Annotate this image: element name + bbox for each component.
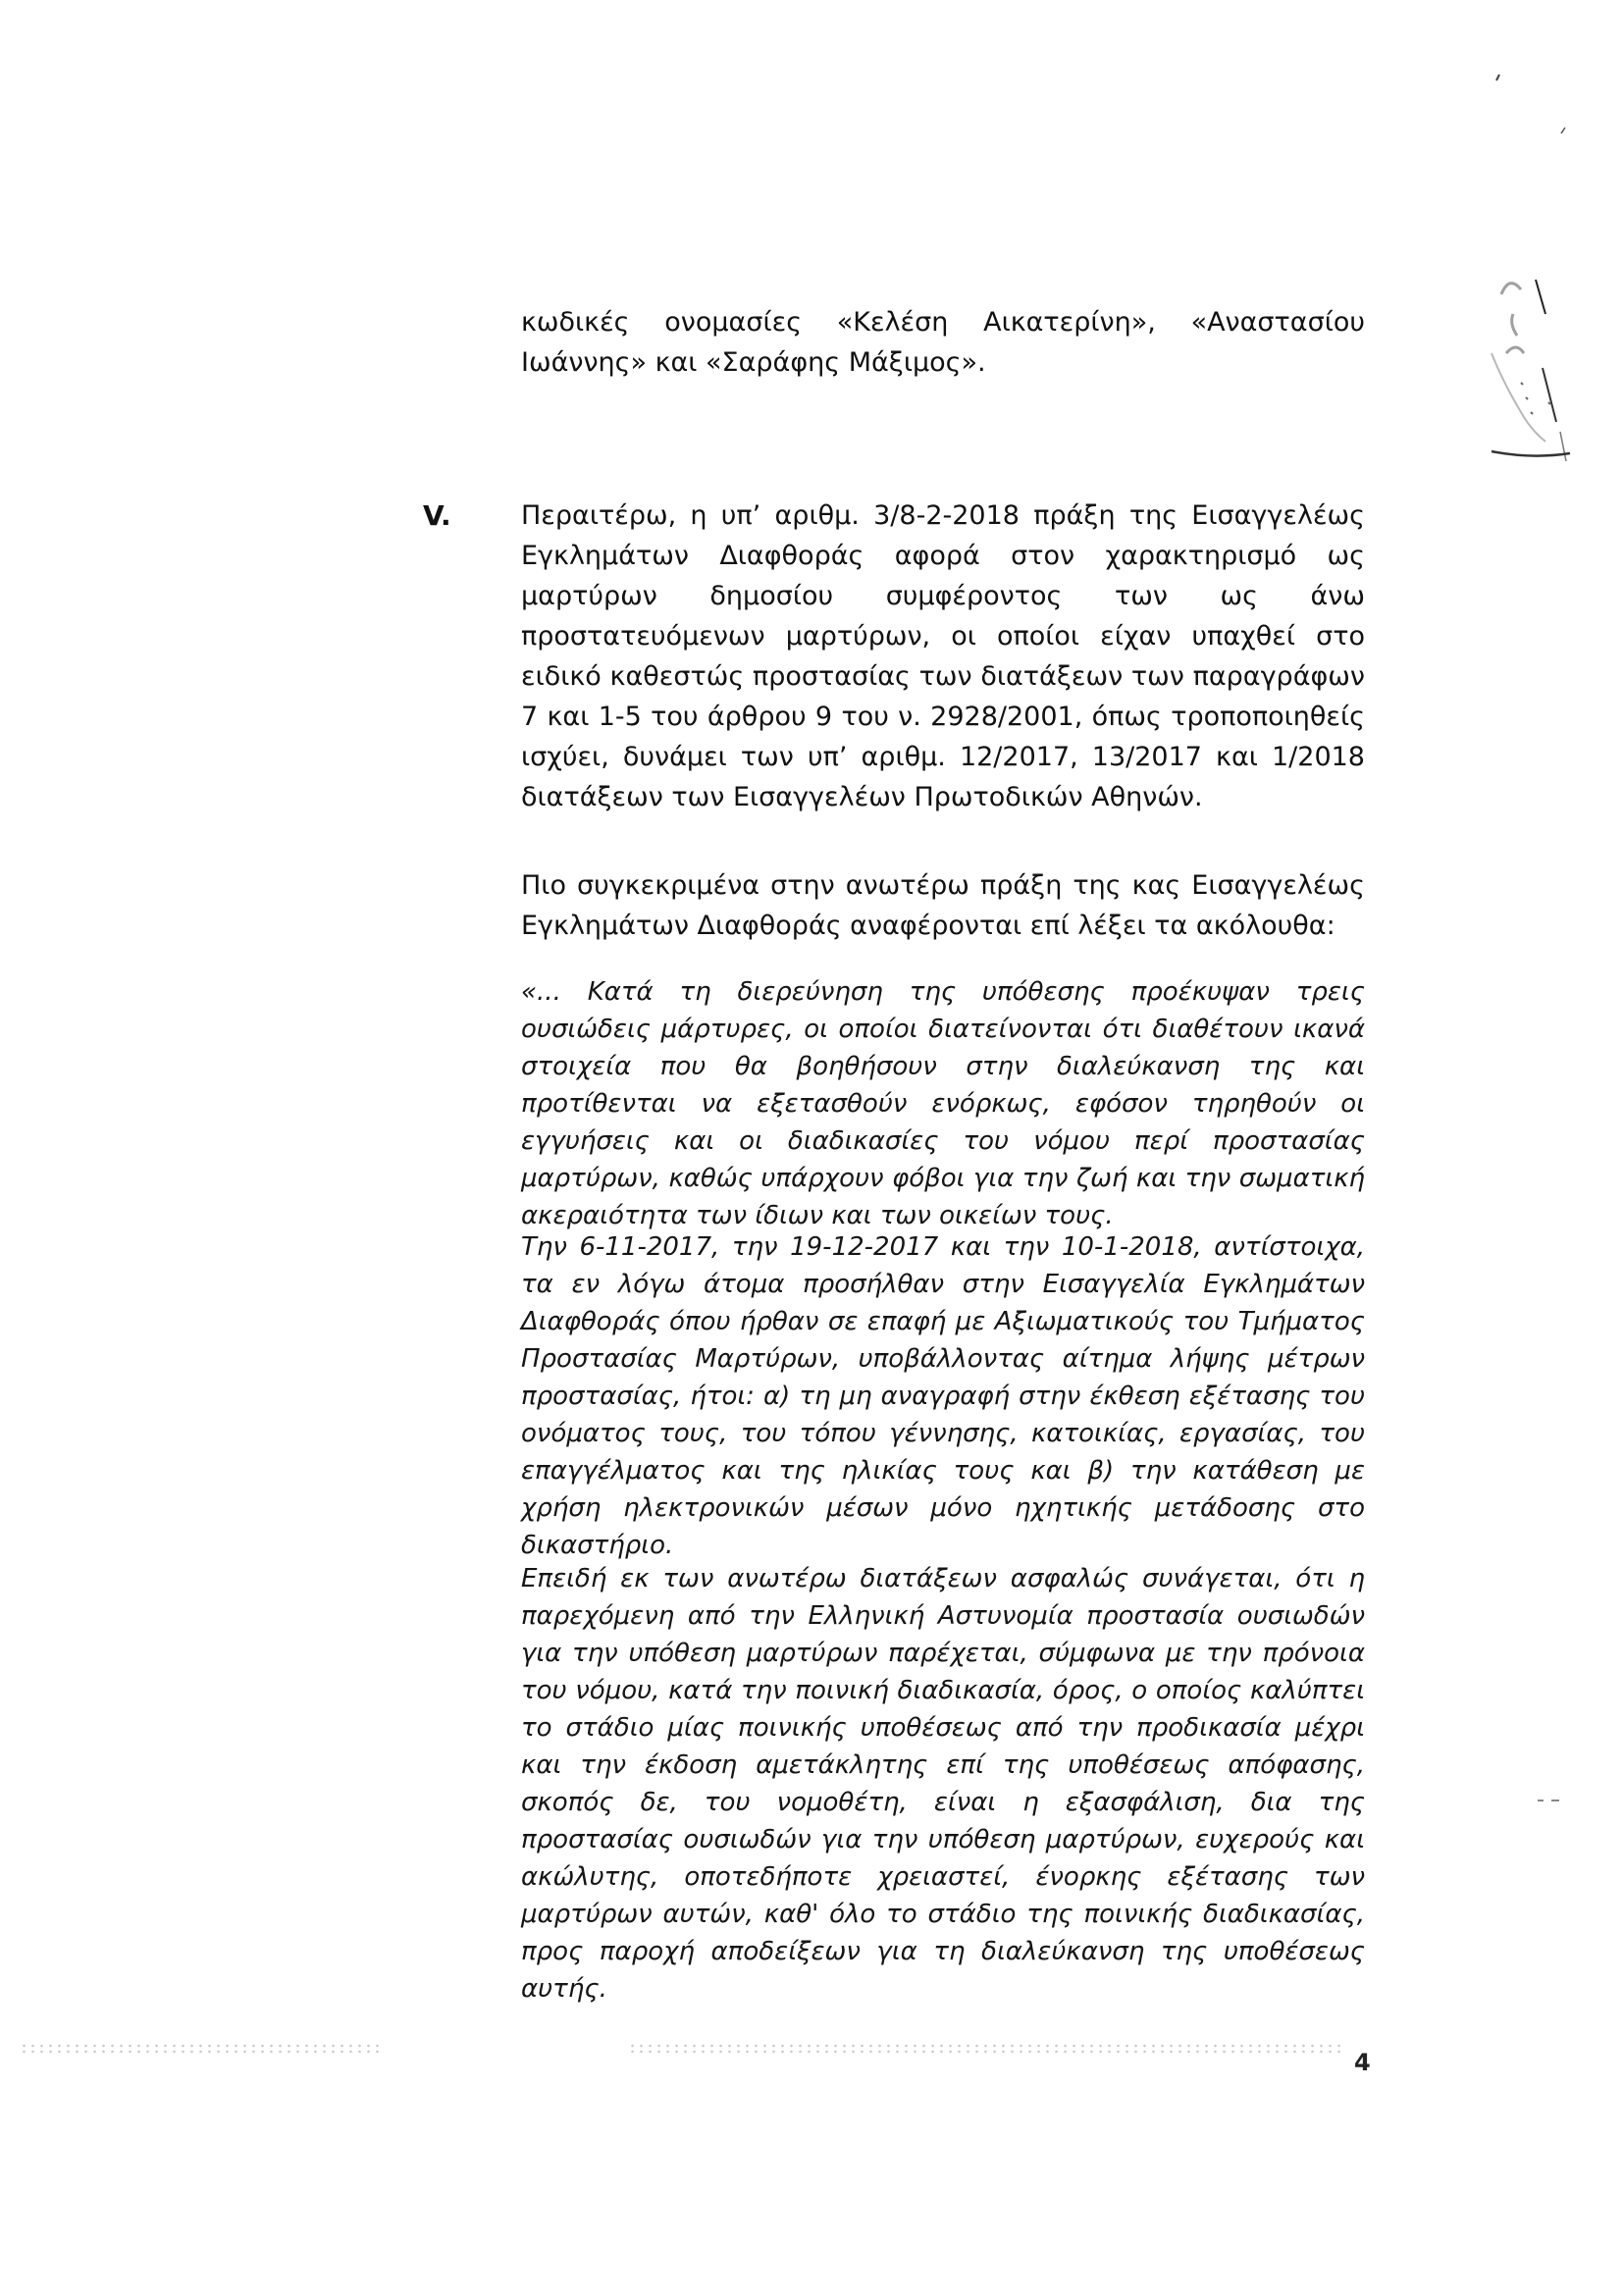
intro-paragraph: Πιο συγκεκριμένα στην ανωτέρω πράξη της κας Εισαγγελέως Εγκλημάτων Διαφθοράς αναφέρονται επί λέξει τα ακόλουθα: bbox=[521, 870, 1365, 941]
quote-paragraph-2: Την 6-11-2017, την 19-12-2017 και την 10-1-2018, αντίστοιχα, τα εν λόγω άτομα προσήλθαν στην Εισαγγελία Εγκλημάτων Διαφθοράς όπου ήρθαν σε επαφή με Αξιωματικούς του Τμήματος Προστασίας Μαρτύρων, υποβάλλοντας αίτημα λήψης μέτρων προστασίας, ήτοι: α) τη μη αναγραφή στην έκθεση εξέτασης του ονόματος τους, του τόπου γέννησης, κατοικίας, εργασίας, του επαγγέλματος και της ηλικίας τους και β) την κατάθεση με χρήση ηλεκτρονικών μέσων μόνο ηχητικής μετάδοσης στο δικαστήριο. bbox=[521, 1232, 1365, 1560]
scan-noise-left bbox=[20, 2043, 383, 2053]
handwritten-initials-mark bbox=[1452, 59, 1580, 481]
quote-paragraph-1: «... Κατά τη διερεύνηση της υπόθεσης προέκυψαν τρεις ουσιώδεις μάρτυρες, οι οποίοι διατείνονται ότι διαθέτουν ικανά στοιχεία που θα βοηθήσουν στην διαλεύκανση της και προτίθενται να εξετασθούν ενόρκως, εφόσον τηρηθούν οι εγγυήσεις και οι διαδικασίες του νόμου περί προστασίας μαρτύρων, καθώς υπάρχουν φόβοι για την ζωή και την σωματική ακεραιότητα των ίδιων και των οικείων τους. bbox=[521, 977, 1365, 1230]
margin-dot-mark bbox=[1536, 1796, 1565, 1805]
section-v-text: Περαιτέρω, η υπ’ αριθμ. 3/8-2-2018 πράξη της Εισαγγελέως Εγκλημάτων Διαφθοράς αφορά στον χαρακτηρισμό ως μαρτύρων δημοσίου συμφέροντος των ως άνω προστατευόμενων μαρτύρων, οι οποίοι είχαν υπαχθεί στο ειδικό καθεστώς προστασίας των διατάξεων των παραγράφων 7 και 1-5 του άρθρου 9 του ν. 2928/2001, όπως τροποποιηθείς ισχύει, δυνάμει των υπ’ αριθμ. 12/2017, 13/2017 και 1/2018 διατάξεων των Εισαγγελέων Πρωτοδικών Αθηνών. bbox=[521, 500, 1365, 812]
section-numeral: V. bbox=[423, 499, 451, 532]
quote-paragraph-3: Επειδή εκ των ανωτέρω διατάξεων ασφαλώς συνάγεται, ότι η παρεχόμενη από την Ελληνική Αστυνομία προστασία ουσιωδών για την υπόθεση μαρτύρων παρέχεται, σύμφωνα με την πρόνοια του νόμου, κατά την ποινική διαδικασία, όρος, ο οποίος καλύπτει το στάδιο μίας ποινικής υποθέσεως από την προδικασία μέχρι και την έκδοση αμετάκλητης επί της υποθέσεως απόφασης, σκοπός δε, του νομοθέτη, είναι η εξασφάλιση, δια της προστασίας ουσιωδών για την υπόθεση μαρτύρων, ευχερούς και ακώλυτης, οποτεδήποτε χρειαστεί, ένορκης εξέτασης των μαρτύρων αυτών, καθ' όλο το στάδιο της ποινικής διαδικασίας, προς παροχή αποδείξεων για τη διαλεύκανση της υποθέσεως αυτής. bbox=[521, 1564, 1365, 2004]
page-number: 4 bbox=[1354, 2049, 1371, 2076]
section-v bbox=[423, 496, 1365, 817]
scan-noise-right bbox=[628, 2043, 1344, 2053]
continuation-paragraph: κωδικές ονομασίες «Κελέση Αικατερίνη», «Αναστασίου Ιωάννης» και «Σαράφης Μάξιμος». bbox=[521, 307, 1365, 378]
